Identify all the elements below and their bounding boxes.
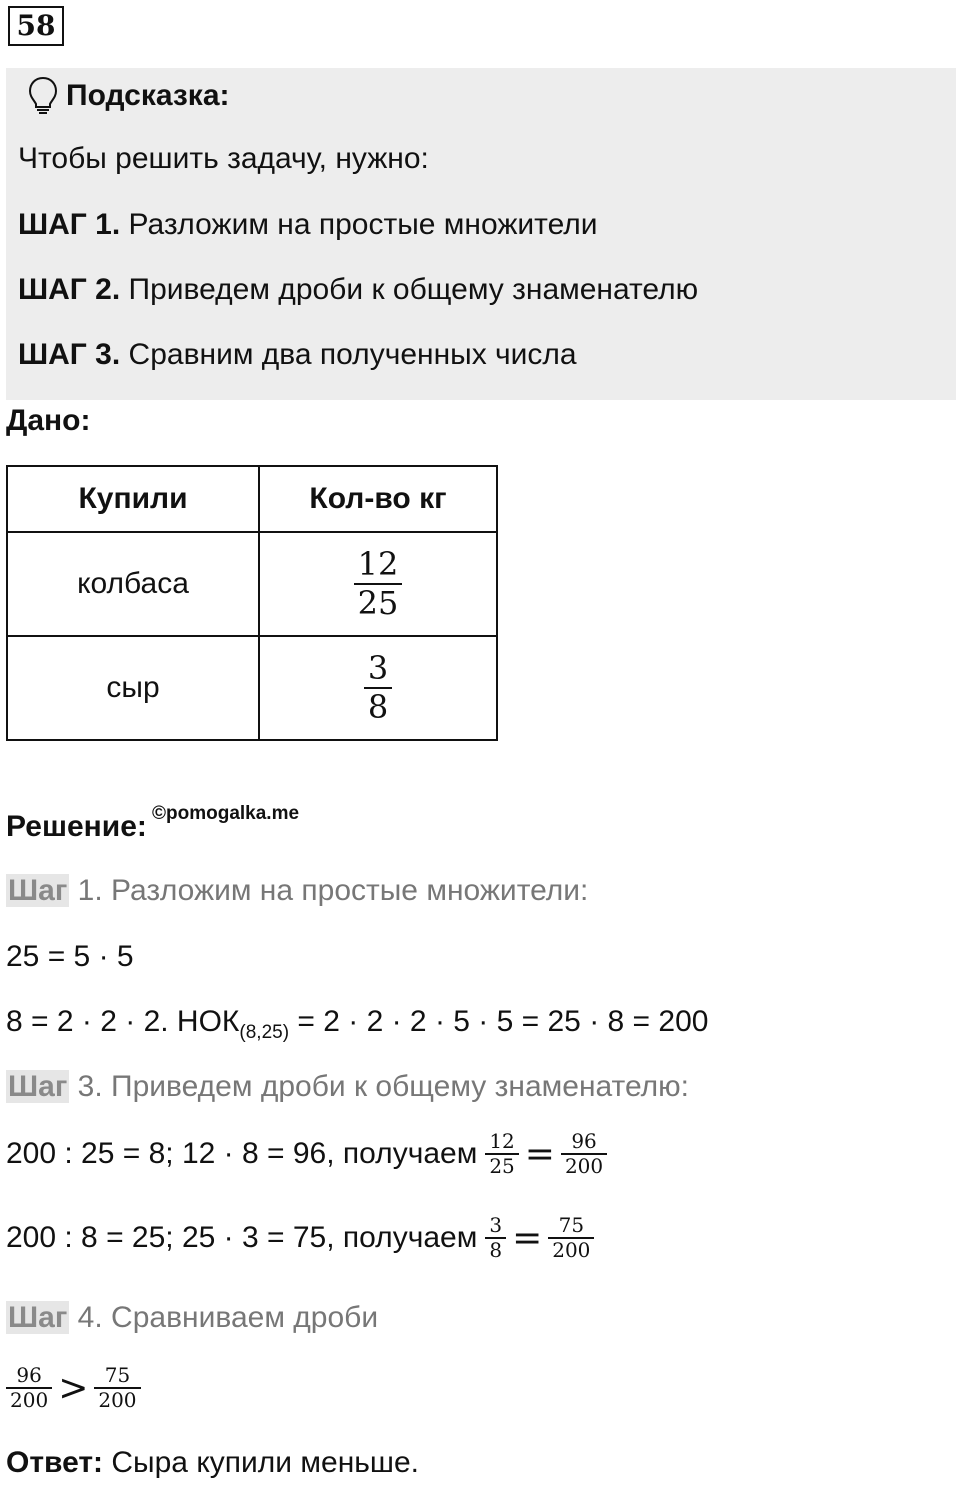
hint-step-label: ШАГ 3. [18,338,121,371]
numerator: 75 [104,1363,131,1387]
hint-intro: Чтобы решить задачу, нужно: [18,142,429,175]
watermark: ©pomogalka.me [152,803,300,824]
hint-step-label: ШАГ 1. [18,208,121,241]
conversion-line-2 [6,1214,594,1262]
fraction [94,1364,140,1412]
hint-step-text: Сравним два полученных числа [128,338,577,371]
conversion-text: 200 : 25 = 8; 12 · 8 = 96, получаем [6,1137,478,1170]
step-number: 1. [77,874,103,907]
item-cell: колбаса [7,532,259,636]
solution-step-3 [6,1070,689,1104]
amount-cell [259,532,497,636]
hint-step-3 [18,338,577,372]
factorization-8: 8 = 2 · 2 · 2. НОК [6,1005,240,1038]
step-number: 3. [77,1070,103,1103]
denominator: 200 [10,1388,49,1412]
numerator: 96 [16,1363,42,1387]
step-text: Приведем дроби к общему знаменателю: [111,1070,689,1103]
numerator: 3 [489,1213,503,1237]
denominator: 200 [552,1238,591,1262]
fraction [6,1364,52,1412]
lcm-subscript: (8,25) [239,1022,290,1043]
numerator: 12 [357,545,399,584]
hint-title [28,76,230,116]
fraction [485,1130,518,1178]
solution-label: Решение: [6,810,147,843]
step-tag: Шаг [8,874,68,907]
fraction [354,546,403,622]
lightbulb-icon [28,76,58,116]
item-cell: сыр [7,636,259,740]
numerator: 3 [367,649,389,688]
given-table [6,465,498,741]
hint-step-text: Приведем дроби к общему знаменателю [128,273,699,306]
factorization-25: 25 = 5 · 5 [6,940,134,973]
numerator: 96 [571,1129,597,1153]
denominator: 8 [489,1238,503,1262]
factorization-8-lcm [6,1005,708,1044]
denominator: 25 [489,1154,515,1178]
fraction [548,1214,594,1262]
equals-sign: = [524,1133,555,1175]
denominator: 8 [367,688,389,726]
denominator: 200 [98,1388,137,1412]
given-label: Дано: [6,404,91,437]
step-number: 4. [77,1301,103,1334]
solution-step-1 [6,874,588,908]
denominator: 25 [357,584,399,622]
step-tag: Шаг [8,1301,68,1334]
hint-step-2 [18,273,698,307]
lcm-value: = 2 · 2 · 2 · 5 · 5 = 25 · 8 = 200 [289,1005,709,1038]
numerator: 75 [558,1213,585,1237]
hint-title-text: Подсказка: [66,79,230,112]
column-header: Кол-во кг [259,466,497,532]
step-tag: Шаг [8,1070,68,1103]
step-text: Сравниваем дроби [111,1301,379,1334]
step-text: Разложим на простые множители: [111,874,589,907]
denominator: 200 [564,1154,604,1178]
table-header-row [7,466,497,532]
equals-sign: = [512,1217,543,1259]
fraction-comparison [6,1364,141,1412]
numerator: 12 [489,1129,515,1153]
table-row [7,532,497,636]
hint-step-text: Разложим на простые множители [128,208,598,241]
task-number: 58 [8,6,64,46]
table-row [7,636,497,740]
conversion-text: 200 : 8 = 25; 25 · 3 = 75, получаем [6,1221,478,1254]
answer-label: Ответ: [6,1446,104,1479]
answer [6,1446,419,1480]
hint-step-1 [18,208,598,242]
answer-text: Сыра купили меньше. [111,1446,419,1479]
column-header: Купили [7,466,259,532]
hint-step-label: ШАГ 2. [18,273,121,306]
greater-than-sign: > [58,1367,89,1409]
conversion-line-1 [6,1130,607,1178]
fraction [485,1214,506,1262]
solution-step-4 [6,1301,378,1335]
fraction [561,1130,607,1178]
amount-cell [259,636,497,740]
fraction [364,650,392,726]
